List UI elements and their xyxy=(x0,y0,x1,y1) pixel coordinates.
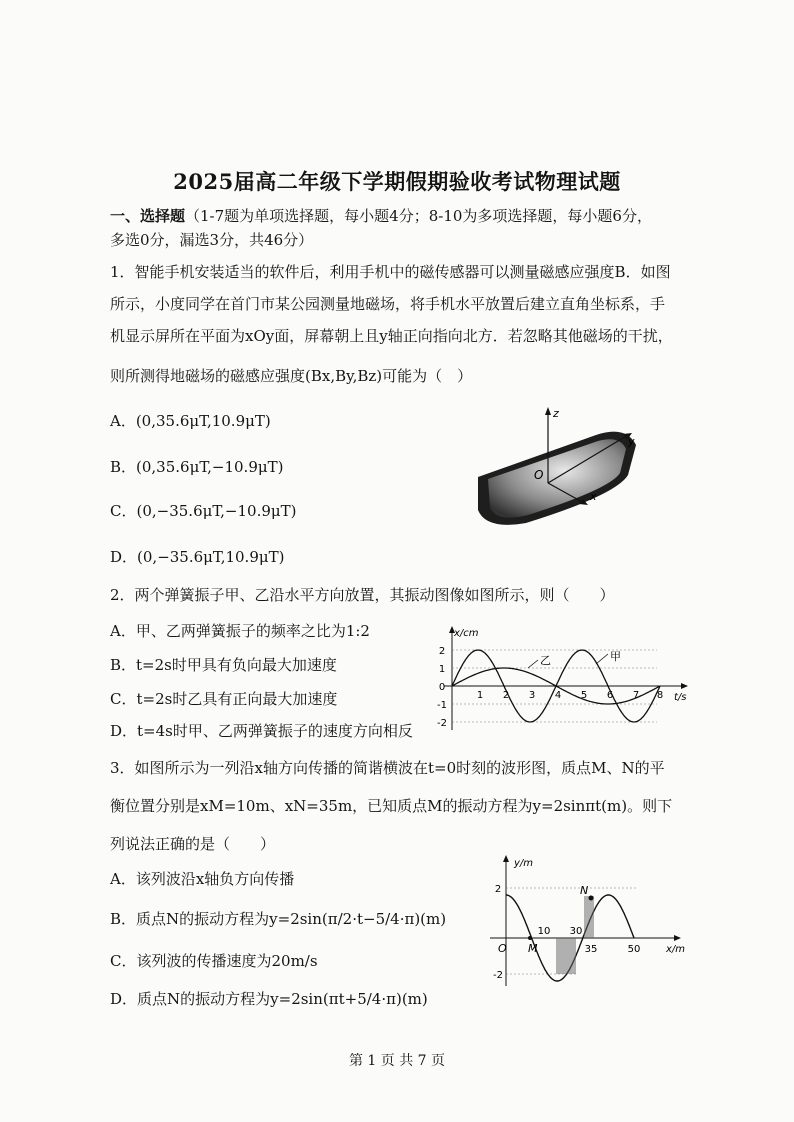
section-desc-line2: 多选0分，漏选3分，共46分） xyxy=(110,231,314,249)
q3-option-a[interactable]: A．该列波沿x轴负方向传播 xyxy=(110,870,295,888)
q3-n-label: N xyxy=(580,884,589,897)
page-footer: 第 1 页 共 7 页 xyxy=(348,1053,446,1069)
q2-option-c[interactable]: C．t=2s时乙具有正向最大加速度 xyxy=(110,690,338,708)
q2-ytick-m1: -1 xyxy=(437,700,447,711)
q1-stem-line3: 机显示屏所在平面为xOy面，屏幕朝上且y轴正向指向北方．若忽略其他磁场的干扰， xyxy=(110,327,673,345)
q1-option-a[interactable]: A．(0,35.6μT,10.9μT) xyxy=(110,412,271,430)
q2-xtick: 1 xyxy=(476,690,484,701)
section-label: 一、选择题 xyxy=(110,207,186,225)
q3-ytick-2: 2 xyxy=(494,884,502,895)
q2-stem: 2．两个弹簧振子甲、乙沿水平方向放置，其振动图像如图所示，则（ ） xyxy=(110,586,615,604)
z-label: z xyxy=(553,407,559,420)
q2-ytick-1: 1 xyxy=(438,664,446,675)
q1-option-c[interactable]: C．(0,−35.6μT,−10.9μT) xyxy=(110,502,297,520)
phone-axes-figure xyxy=(466,405,666,530)
section-desc-line1: （1-7题为单项选择题，每小题4分；8-10为多项选择题，每小题6分， xyxy=(185,207,652,225)
q2-option-b[interactable]: B．t=2s时甲具有负向最大加速度 xyxy=(110,656,337,674)
q1-stem-line1: 1．智能手机安装适当的软件后，利用手机中的磁传感器可以测量磁感应强度B．如图 xyxy=(110,263,671,281)
q3-ytick-m2: -2 xyxy=(493,970,503,981)
q2-ytick-0: 0 xyxy=(438,682,446,693)
q2-ytick-2: 2 xyxy=(438,646,446,657)
point-n xyxy=(589,896,594,901)
y-label: y xyxy=(628,435,635,448)
x-label: x xyxy=(590,490,597,503)
q3-origin-label: O xyxy=(498,942,507,955)
q2-x-label: t/s xyxy=(674,692,687,703)
q2-xtick: 4 xyxy=(554,690,562,701)
q2-xtick: 6 xyxy=(606,690,614,701)
section-heading xyxy=(110,206,652,226)
q3-xtick-10: 10 xyxy=(537,926,551,937)
q2-xtick: 5 xyxy=(580,690,588,701)
q2-xtick: 7 xyxy=(632,690,640,701)
origin-label: O xyxy=(534,468,544,482)
q3-m-label: M xyxy=(528,942,538,955)
legend-yi: 乙 xyxy=(540,654,551,667)
legend-jia: 甲 xyxy=(610,650,621,663)
q2-option-a[interactable]: A．甲、乙两弹簧振子的频率之比为1:2 xyxy=(110,622,370,640)
q3-option-c[interactable]: C．该列波的传播速度为20m/s xyxy=(110,952,318,970)
q3-stem-line1: 3．如图所示为一列沿x轴方向传播的简谐横波在t=0时刻的波形图，质点M、N的平 xyxy=(110,759,665,777)
q1-stem-line2: 所示，小度同学在首门市某公园测量地磁场，将手机水平放置后建立直角坐标系，手 xyxy=(110,295,666,313)
q2-option-d[interactable]: D．t=4s时甲、乙两弹簧振子的速度方向相反 xyxy=(110,722,413,740)
q3-x-label: x/m xyxy=(666,944,686,955)
q1-option-d[interactable]: D．(0,−35.6μT,10.9μT) xyxy=(110,548,285,566)
q3-y-label: y/m xyxy=(514,858,534,869)
q3-stem-line3: 列说法正确的是（ ） xyxy=(110,835,276,853)
q3-xtick-30: 30 xyxy=(569,926,583,937)
q3-stem-line2: 衡位置分别是xM=10m、xN=35m，已知质点M的振动方程为y=2sinπt(m)。则下 xyxy=(110,797,673,815)
q2-xtick: 3 xyxy=(528,690,536,701)
q3-option-d[interactable]: D．质点N的振动方程为y=2sin(πt+5/4·π)(m) xyxy=(110,990,428,1008)
q2-y-label: x/cm xyxy=(454,628,479,639)
page-title: 2025届高二年级下学期假期验收考试物理试题 xyxy=(173,169,621,194)
q2-xtick: 8 xyxy=(656,690,664,701)
q3-option-b[interactable]: B．质点N的振动方程为y=2sin(π/2·t−5/4·π)(m) xyxy=(110,910,447,928)
q2-vibration-graph xyxy=(432,624,702,736)
point-m xyxy=(528,936,532,940)
q1-stem-line4: 则所测得地磁场的磁感应强度(Bx,By,Bz)可能为（ ） xyxy=(110,367,473,385)
q3-xtick-35: 35 xyxy=(584,944,598,955)
q3-xtick-50: 50 xyxy=(627,944,641,955)
q3-wave-graph xyxy=(476,852,696,992)
q1-option-b[interactable]: B．(0,35.6μT,−10.9μT) xyxy=(110,458,284,476)
q2-xtick: 2 xyxy=(502,690,510,701)
q2-ytick-m2: -2 xyxy=(437,718,447,729)
